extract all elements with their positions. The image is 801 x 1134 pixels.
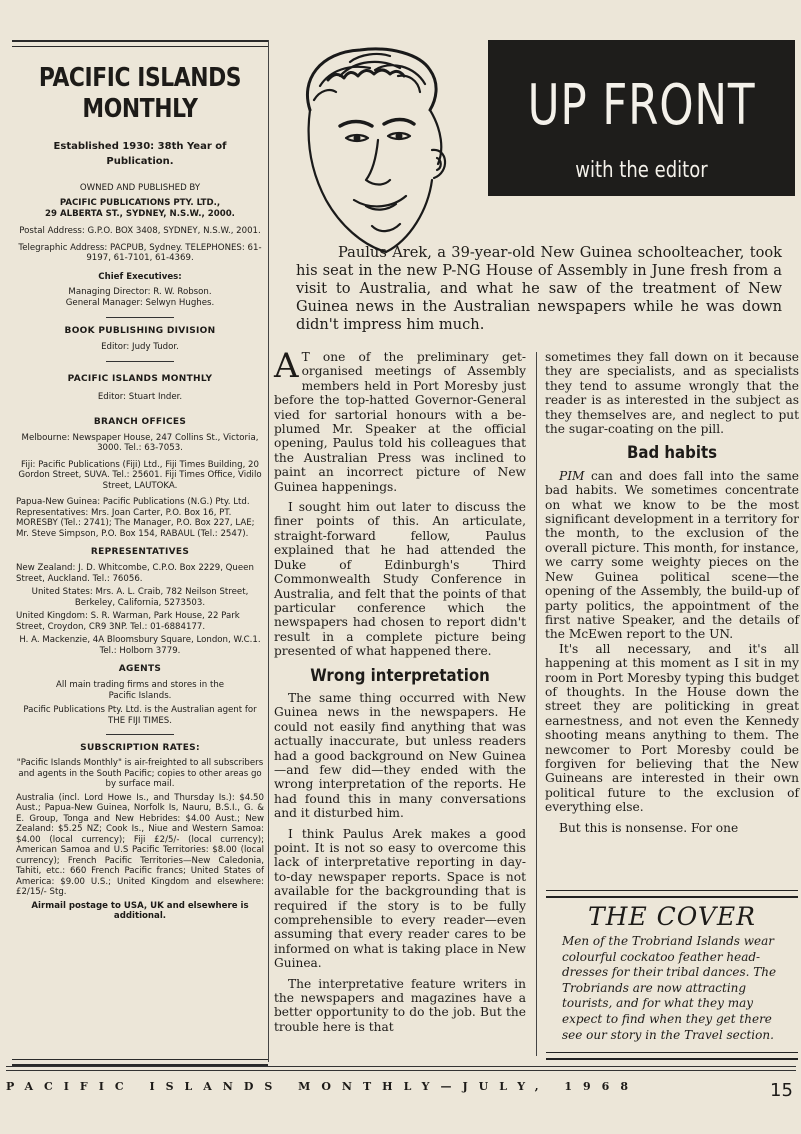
subheading-wrong-interpretation: Wrong interpretation <box>310 665 490 686</box>
agents-fiji-times: Pacific Publications Pty. Ltd. is the Australian agent for THE FIJI TIMES. <box>23 705 257 726</box>
banner-subtitle: with the editor <box>575 158 708 183</box>
general-manager: General Manager: Selwyn Hughes. <box>65 297 215 308</box>
book-division-heading: BOOK PUBLISHING DIVISION <box>64 325 216 336</box>
article-column-1 <box>274 346 526 1034</box>
article-paragraph: sometimes they fall down on it because they are specialists, and as specialists they tend to assume wrongly that the reader is as interested in the subject as they themselves are, and neglect to put the sugar-coating on the pill. <box>545 350 799 437</box>
article-paragraph: T one of the preliminary get-organised meetings of Assembly members held in Port Moresby just before the top-hatted Governor-General vied for sartorial honours with a be-plumed Mr. Speaker at the official opening, Paulus told his colleagues that the Australian Press was inclined to paint an incorrect picture of New Guinea happenings. <box>274 350 526 494</box>
rep-new-zealand: New Zealand: J. D. Whitcombe, C.P.O. Box 2229, Queen Street, Auckland. Tel.: 76056. <box>16 563 254 584</box>
divider <box>106 361 174 362</box>
article-paragraph: The interpretative feature writers in the newspapers and magazines have a better opportunity to do the job. But the trouble here is that <box>274 976 526 1034</box>
article-paragraph: The same thing occurred with New Guinea news in the newspapers. He could not easily find anything that was actually inaccurate, but unless readers had a good background on New Guinea—and few did—they ended with the wrong interpretation of the reports. He had found this in many conversations and it disturbed him. <box>274 690 526 821</box>
executives-heading: Chief Executives: <box>98 271 182 282</box>
column-rule <box>536 352 537 1056</box>
representatives-heading: REPRESENTATIVES <box>90 547 190 557</box>
telegraphic-address: Telegraphic Address: PACPUB, Sydney. TELEPHONES: 61-9197, 61-7101, 61-4369. <box>18 242 262 263</box>
cover-note-box <box>546 890 798 1060</box>
rep-united-states: United States: Mrs. A. L. Craib, 782 Neilson Street, Berkeley, California, 5273503. <box>31 587 249 608</box>
subscription-rates: Australia (incl. Lord Howe Is., and Thursday Is.): $4.50 Aust.; Papua-New Guinea, Norfolk Is, Nauru, B.S.I., G. & E. Group, Tonga and New Hebrides: $4.00 Aust.; New Zealand: $5.25 NZ; Cook Is., Niue and Western Samoa: $4.00 (local currency); Fiji £2/5/- (local currency); American Samoa and U.S Pacific Territories: $8.00 (local currency); French Pacific Territories—New Caledonia, Tahiti, etc.: 660 French Pacific francs; United States of America: $9.00 U.S.; United Kingdom and elsewhere: £2/15/- Stg. <box>16 792 264 897</box>
masthead-panel <box>12 40 268 1066</box>
drop-cap: A <box>274 346 299 386</box>
cover-text: Men of the Trobriand Islands wear colourful cockatoo feather head-dresses for their tribal dances. The Trobriands are now attracting tourists, and for what they may expect to find when they get there see our story in the Travel section. <box>562 934 777 1042</box>
subscription-heading: SUBSCRIPTION RATES: <box>80 743 200 753</box>
divider <box>546 1052 798 1060</box>
agents-text: All main trading firms and stores in the Pacific Islands. <box>55 680 225 701</box>
divider <box>106 317 174 318</box>
subscription-intro: "Pacific Islands Monthly" is air-freighted to all subscribers and agents in the South Pacific; copies to other areas go by surface mail. <box>16 758 264 789</box>
publisher-address: 29 ALBERTA ST., SYDNEY, N.S.W., 2000. <box>45 209 235 219</box>
page-number: 15 <box>770 1080 793 1101</box>
branch-png: Papua-New Guinea: Pacific Publications (N.G.) Pty. Ltd. Representatives: Mrs. Joan Carter, P.O. Box 16, PT. MORESBY (Tel.: 2741); The Manager, P.O. Box 227, LAE; Mr. Steve Simpson, P.O. Box 154, RABAUL (Tel.: 2547). <box>16 497 255 539</box>
branch-fiji: Fiji: Pacific Publications (Fiji) Ltd., Fiji Times Building, 20 Gordon Street, SUVA. Tel.: 25601. Fiji Times Office, Vidilo Street, LAUTOKA. <box>18 459 262 491</box>
article-paragraph: It's all necessary, and it's all happening at this moment as I sit in my room in Port Moresby typing this budget of thoughts. In the House down the street they are politicking in great earnestness, and not even the Kennedy shooting means anything to them. The newcomer to Port Moresby could be forgiven for believing that the New Guineans are interested in their own political future to the exclusion of everything else. <box>545 641 799 815</box>
airmail-note: Airmail postage to USA, UK and elsewhere is additional. <box>31 900 249 921</box>
rep-united-kingdom: United Kingdom: S. R. Warman, Park House, 22 Park Street, Croydon, CR9 3NP. Tel.: 01-6884177. <box>16 611 240 632</box>
intro-paragraph: Paulus Arek, a 39-year-old New Guinea schoolteacher, took his seat in the new P-NG House of Assembly in June fresh from a visit to Australia, and what he saw of the treatment of New Guinea news in the Australian newspapers while he was down didn't impress him much. <box>296 244 782 333</box>
editor-caricature <box>280 40 480 258</box>
postal-address: Postal Address: G.P.O. BOX 3408, SYDNEY, N.S.W., 2001. <box>19 226 261 236</box>
book-editor: Editor: Judy Tudor. <box>101 341 179 352</box>
pim-abbrev: PIM <box>559 468 585 483</box>
branch-melbourne: Melbourne: Newspaper House, 247 Collins St., Victoria, 3000. Tel.: 63-7053. <box>21 432 259 453</box>
cover-heading: THE COVER <box>588 902 756 931</box>
branch-heading: BRANCH OFFICES <box>93 416 187 427</box>
publisher-name: PACIFIC PUBLICATIONS PTY. LTD., <box>59 198 221 208</box>
banner-title: UP FRONT <box>527 73 756 138</box>
rep-mackenzie: H. A. Mackenzie, 4A Bloomsbury Square, London, W.C.1. Tel.: Holborn 3779. <box>19 635 261 656</box>
article-paragraph: can and does fall into the same bad habits. We sometimes concentrate on what we know to be the most significant development in a territory for the month, to the exclusion of the overall picture. This month, for instance, we carry some weighty pieces on the New Guinea political scene—the opening of the Assembly, the build-up of party politics, the appointment of the first native Speaker, and the details of the McEwen report to the UN. <box>545 468 799 642</box>
article-paragraph: I sought him out later to discuss the finer points of this. An articulate, straight-forward fellow, Paulus explained that he had attended the Duke of Edinburgh's Third Commonwealth Study Conference in Australia, and felt that the points of that particular conference which the newspapers had chosen to report didn't result in a complete picture being presented of what happened there. <box>274 500 526 659</box>
agents-heading: AGENTS <box>118 664 162 674</box>
footer-rule <box>6 1066 796 1071</box>
column-rule <box>268 40 269 1062</box>
pim-editor: Editor: Stuart Inder. <box>97 391 183 402</box>
divider <box>106 734 174 735</box>
owned-line: OWNED AND PUBLISHED BY <box>79 183 201 193</box>
article-paragraph: But this is nonsense. For one <box>559 820 739 835</box>
pim-heading: PACIFIC ISLANDS MONTHLY <box>67 373 213 384</box>
divider <box>546 890 798 898</box>
subheading-bad-habits: Bad habits <box>626 443 718 464</box>
article-paragraph: I think Paulus Arek makes a good point. It is not so easy to overcome this lack of interpretative reporting in day-to-day newspaper reports. Space is not available for the backgrounding that is required if the story is to be fully comprehensible to every reader—even assuming that every reader cares to be informed on what is taking place in New Guinea. <box>274 826 526 971</box>
managing-director: Managing Director: R. W. Robson. <box>68 286 212 297</box>
established-line: Established 1930: 38th Year of Publication. <box>53 141 227 167</box>
article-column-2 <box>545 350 799 835</box>
masthead-title: PACIFIC ISLANDS MONTHLY <box>38 63 242 124</box>
up-front-banner <box>488 40 795 196</box>
running-footer: PACIFIC ISLANDS MONTHLY—JULY, 1968 <box>6 1080 639 1093</box>
